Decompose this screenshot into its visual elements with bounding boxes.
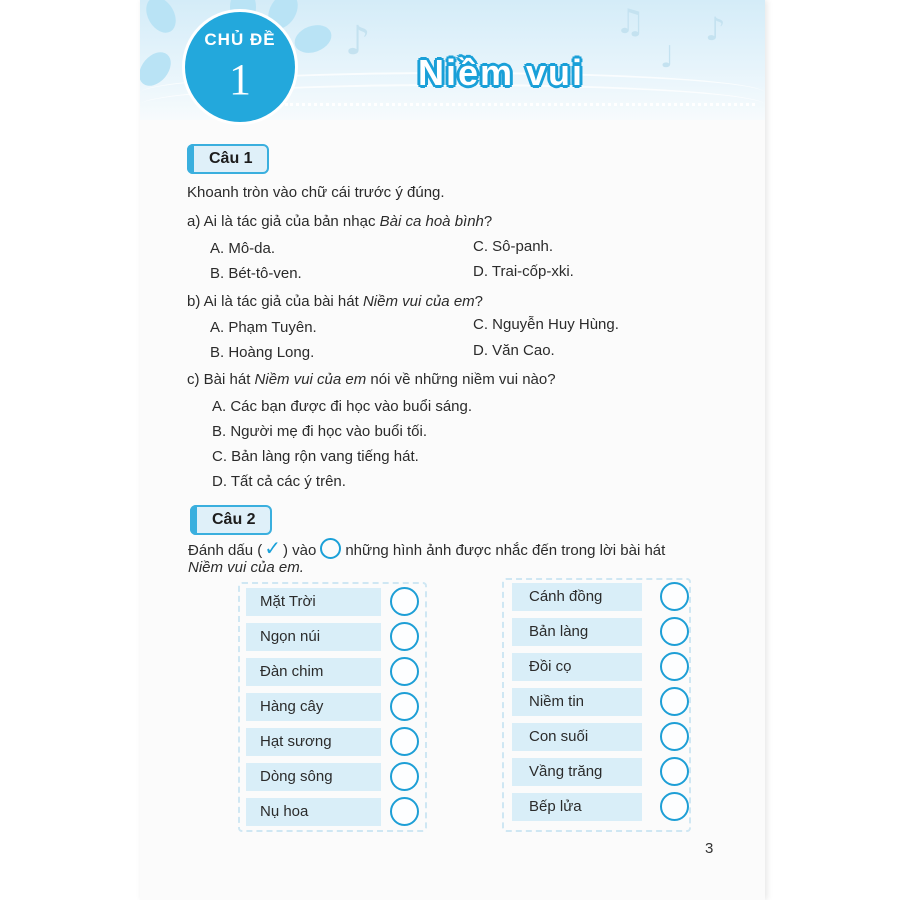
left-answer-circle[interactable] — [390, 797, 419, 826]
q1a-option-b[interactable]: B. Bét-tô-ven. — [210, 265, 302, 282]
right-item-label: Cánh đồng — [529, 588, 603, 605]
question-2-tag: Câu 2 — [190, 505, 272, 535]
q1c-option-c[interactable]: C. Bản làng rộn vang tiếng hát. — [212, 448, 419, 465]
right-item-label: Bản làng — [529, 623, 589, 640]
right-answer-circle[interactable] — [660, 652, 689, 681]
q1-instruction: Khoanh tròn vào chữ cái trước ý đúng. — [187, 184, 445, 201]
right-item-label: Đồi cọ — [529, 658, 572, 675]
left-item-label: Hàng cây — [260, 698, 324, 715]
right-answer-circle[interactable] — [660, 757, 689, 786]
left-item-label: Mặt Trời — [260, 593, 316, 610]
topic-label: CHỦ ĐỀ — [204, 30, 276, 49]
topic-title: Niềm vui — [418, 52, 585, 93]
page-number: 3 — [705, 840, 714, 857]
q2-instruction-line2: Niềm vui của em. — [188, 559, 304, 576]
flower-petal — [140, 0, 182, 38]
topic-badge — [185, 12, 295, 122]
q1a-question: a) Ai là tác giả của bản nhạc Bài ca hoà bình? — [187, 213, 493, 230]
music-note-icon: ♪ — [345, 18, 371, 64]
music-note-icon: ♪ — [705, 10, 726, 48]
left-item-label: Đàn chim — [260, 663, 324, 680]
circle-icon — [320, 538, 341, 559]
left-answer-circle[interactable] — [390, 587, 419, 616]
right-answer-circle[interactable] — [660, 722, 689, 751]
flower-petal — [291, 20, 336, 57]
right-item-label: Vầng trăng — [529, 763, 603, 780]
q1b-option-b[interactable]: B. Hoàng Long. — [210, 344, 315, 361]
left-answer-circle[interactable] — [390, 622, 419, 651]
q1b-question: b) Ai là tác giả của bài hát Niềm vui của em? — [187, 293, 483, 310]
workbook-page — [140, 0, 765, 900]
left-item-label: Dòng sông — [260, 768, 333, 785]
right-item-label: Bếp lửa — [529, 798, 582, 815]
right-answer-circle[interactable] — [660, 582, 689, 611]
right-answer-circle[interactable] — [660, 687, 689, 716]
left-answer-circle[interactable] — [390, 727, 419, 756]
left-answer-circle[interactable] — [390, 692, 419, 721]
music-note-icon: ♩ — [660, 40, 675, 75]
q1c-option-b[interactable]: B. Người mẹ đi học vào buổi tối. — [212, 423, 427, 440]
topic-number: 1 — [229, 55, 251, 104]
q1c-option-d[interactable]: D. Tất cả các ý trên. — [212, 473, 346, 490]
right-item-label: Niềm tin — [529, 693, 585, 710]
q2-instruction: Đánh dấu ( ✓ ) vào những hình ảnh được nhắc đến trong lời bài hát — [188, 538, 666, 560]
q1c-option-a[interactable]: A. Các bạn được đi học vào buổi sáng. — [212, 398, 473, 415]
q1a-option-c[interactable]: C. Sô-panh. — [473, 238, 554, 255]
dotted-divider — [285, 103, 755, 106]
q1b-option-a[interactable]: A. Phạm Tuyên. — [210, 319, 317, 336]
left-item-label: Nụ hoa — [260, 803, 309, 820]
left-answer-circle[interactable] — [390, 657, 419, 686]
q1a-option-d[interactable]: D. Trai-cốp-xki. — [473, 263, 574, 280]
music-note-icon: ♫ — [615, 2, 646, 42]
right-answer-circle[interactable] — [660, 617, 689, 646]
checkmark-icon: ✓ — [264, 538, 281, 560]
left-answer-circle[interactable] — [390, 762, 419, 791]
q1b-option-d[interactable]: D. Văn Cao. — [473, 342, 555, 359]
question-1-tag: Câu 1 — [187, 144, 269, 174]
q1c-question: c) Bài hát Niềm vui của em nói về những niềm vui nào? — [187, 371, 556, 388]
q1b-option-c[interactable]: C. Nguyễn Huy Hùng. — [473, 316, 619, 333]
right-item-label: Con suối — [529, 728, 589, 745]
left-item-label: Ngọn núi — [260, 628, 321, 645]
q1a-option-a[interactable]: A. Mô-da. — [210, 240, 276, 257]
right-answer-circle[interactable] — [660, 792, 689, 821]
left-item-label: Hạt sương — [260, 733, 332, 750]
